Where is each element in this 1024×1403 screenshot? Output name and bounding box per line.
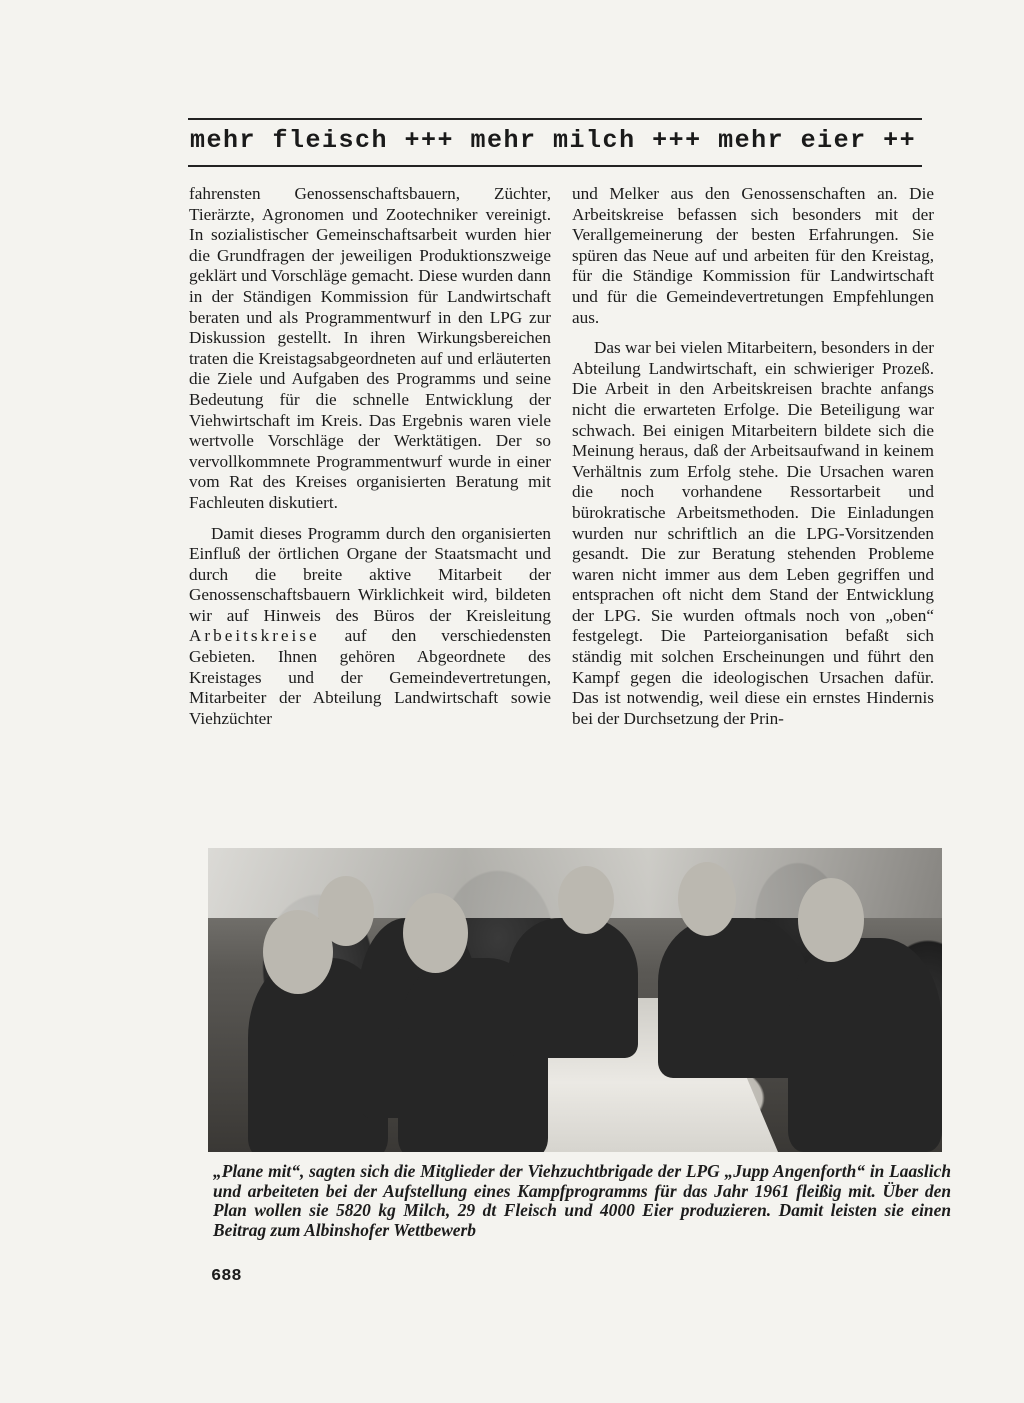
headline-top-rule	[188, 118, 922, 120]
photo-person	[658, 918, 808, 1078]
photo-caption: „Plane mit“, sagten sich die Mitglieder der Viehzuchtbrigade der LPG „Jupp Angenforth“ in Laaslich und arbeiteten bei der Aufstellung eines Kampfprogramms für das Jahr 1961 fleißig mit. Über den Plan wollen sie 5820 kg Milch, 29 dt Fleisch und 4000 Eier produzieren. Damit leisten sie einen Beitrag zum Albinshofer Wettbewerb	[213, 1161, 951, 1240]
left-paragraph-2	[189, 524, 551, 730]
headline-bottom-rule	[188, 165, 922, 167]
photo-person-head	[558, 866, 614, 934]
left-paragraph-1: fahrensten Genossenschaftsbauern, Züchter, Tierärzte, Agronomen und Zootechniker vereinigt. In sozialistischer Gemeinschaftsarbeit wurden hier die Grundfragen der jeweiligen Produktionszweige geklärt und Vorschläge gemacht. Diese wurden dann in der Ständigen Kommission für Landwirtschaft beraten und als Programmentwurf in den LPG zur Diskussion gestellt. In ihren Wirkungsbereichen traten die Kreistagsabgeordneten auf und erläuterten die Ziele und Aufgaben des Programms und seine Bedeutung für die schnelle Entwicklung der Viehwirtschaft im Kreis. Das Ergebnis waren viele wertvolle Vorschläge der Werktätigen. Der so vervollkommnete Programmentwurf wurde in einer vom Rat des Kreises organisierten Beratung mit Fachleuten diskutiert.	[189, 184, 551, 512]
right-paragraph-1: und Melker aus den Genossenschaften an. Die Arbeitskreise befassen sich besonders mit der Verallgemeinerung der besten Erfahrungen. Sie spüren das Neue auf und arbeiten für den Kreistag, für die Ständige Kommission für Landwirtschaft und für die Gemeindevertretungen Empfehlungen aus.	[572, 184, 934, 327]
emphasized-term: Arbeitskreise	[189, 626, 320, 646]
photo-person	[508, 918, 638, 1058]
right-paragraph-2: Das war bei vielen Mitarbeitern, besonders in der Abteilung Landwirtschaft, ein schwieriger Prozeß. Die Arbeit in den Arbeitskreisen brachte anfangs nicht die erwarteten Erfolge. Die Beteiligung war schwach. Bei einigen Mitarbeitern bildete sich die Meinung heraus, daß der Arbeitsaufwand in keinem Verhältnis zum Erfolg stehe. Die Ursachen waren die noch vorhandene Ressortarbeit und bürokratische Arbeitsmethoden. Die Einladungen wurden nur schriftlich an die LPG-Vorsitzenden gesandt. Die zur Beratung stehenden Probleme waren nicht immer aus dem Leben gegriffen und entsprachen oft nicht dem Stand der Entwicklung der LPG. Sie wurden oftmals noch von „oben“ festgelegt. Die Parteiorganisation befaßt sich ständig mit solchen Erscheinungen und führt den Kampf gegen die ideologischen Ursachen dafür. Das ist notwendig, weil diese ein ernstes Hindernis bei der Durchsetzung der Prin-	[572, 338, 934, 728]
photo-person-head	[403, 893, 468, 973]
left-paragraph-2-end: auf den verschiedensten Gebieten. Ihnen gehören Abgeordnete des Kreistages und der Gemeindevertretungen, Mitarbeiter der Abteilung Landwirtschaft sowie Viehzüchter	[189, 626, 552, 728]
meeting-photo	[208, 848, 942, 1152]
page-headline: mehr fleisch +++ mehr milch +++ mehr eier ++	[190, 126, 917, 155]
photo-person-head	[318, 876, 374, 946]
photo-person-head	[678, 862, 736, 936]
left-paragraph-2-start: Damit dieses Programm durch den organisierten Einfluß der örtlichen Organe der Staatsmacht und durch die breite aktive Mitarbeit der Genossenschaftsbauern Wirklichkeit wird, bildeten wir auf Hinweis des Büros der Kreisleitung	[189, 523, 551, 625]
photo-person-head	[798, 878, 864, 962]
photo-person	[788, 938, 942, 1152]
right-text-column	[572, 184, 934, 729]
page-number: 688	[211, 1267, 242, 1286]
left-text-column	[189, 184, 551, 729]
